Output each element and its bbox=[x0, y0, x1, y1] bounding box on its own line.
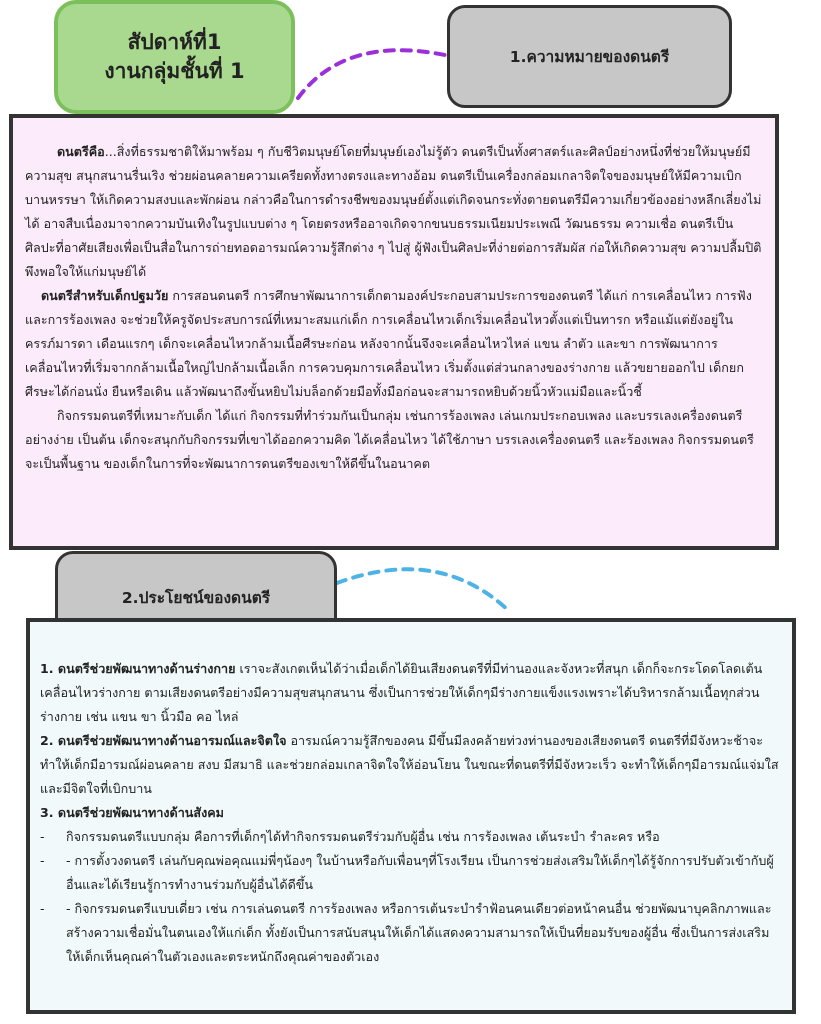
benefit-social bbox=[40, 801, 782, 825]
benefit-social-heading: 3. ดนตรีช่วยพัฒนาทางด้านสังคม bbox=[40, 805, 224, 820]
bullet-text: กิจกรรมดนตรีแบบกลุ่ม คือการที่เด็กๆได้ทำกิจกรรมดนตรีร่วมกับผู้อื่น เช่น การร้องเพลง เต้นระบำ รำละคร หรือ bbox=[66, 829, 660, 844]
section2-title: 2.ประโยชน์ของดนตรี bbox=[121, 589, 271, 607]
purple-dashed-connector bbox=[298, 50, 445, 98]
early-childhood-text: การสอนดนตรี การศึกษาพัฒนาการเด็กตามองค์ประกอบสามประการของดนตรี ได้แก่ การเคลื่อนไหว การฟัง และการร้องเพลง จะช่วยให้ครูจัดประสบการณ์ที่เหมาะสมแก่เด็ก การเคลื่อนไหวเด็กเริ่มเคลื่อนไหวตั้งแต่เป็นทารก หรือแม้แต่ยังอยู่ในครรภ์มารดา เดือนแรกๆ เด็กจะเคลื่อนไหวกล้ามเนื้อศีรษะก่อน หลังจากนั้นจึงจะเคลื่อนไหวไหล่ แขน ลำตัว และขา การพัฒนาการเคลื่อนไหวที่เริ่มจากกล้ามเนื้อใหญ่ไปกล้ามเนื้อเล็ก การควบคุมการเคลื่อนไหว เริ่มตั้งแต่ส่วนกลางของร่างกาย แล้วขยายออกไป เด็กยกศีรษะได้ก่อนนั่ง ยืนหรือเดิน แล้วพัฒนาถึงขั้นหยิบไม่บล็อกด้วยมือทั้งมือก่อนจะสามารถหยิบด้วยนิ้วหัวแม่มือและนิ้วชี้ bbox=[25, 288, 752, 399]
meaning-term: ดนตรีคือ bbox=[57, 144, 105, 159]
group-label: งานกลุ่มชั้นที่ 1 bbox=[104, 59, 245, 83]
list-item bbox=[40, 849, 782, 897]
bullet-text: - การตั้งวงดนตรี เล่นกับคุณพ่อคุณแม่พี่ๆน้องๆ ในบ้านหรือกับเพื่อนๆที่โรงเรียน เป็นการช่วยส่งเสริมให้เด็กๆได้รู้จักการปรับตัวเข้ากับผู้อื่นและได้เรียนรู้การทำงานร่วมกับผู้อื่นได้ดีขึ้น bbox=[66, 853, 774, 892]
benefit-physical bbox=[40, 657, 782, 729]
list-item bbox=[40, 825, 782, 849]
bullet-dash: - bbox=[40, 853, 45, 868]
benefit-emotional-heading: 2. ดนตรีช่วยพัฒนาทางด้านอารมณ์และจิตใจ bbox=[40, 733, 287, 748]
activities-paragraph: กิจกรรมดนตรีที่เหมาะกับเด็ก ได้แก่ กิจกรรมที่ทำร่วมกันเป็นกลุ่ม เช่นการร้องเพลง เล่นเกมประกอบเพลง และบรรเลงเครื่องดนตรีอย่างง่าย เป็นต้น เด็กจะสนุกกับกิจกรรมที่เขาได้ออกความคิด ได้เคลื่อนไหว ได้ใช้ภาษา บรรเลงเครื่องดนตรี และร้องเพลง กิจกรรมดนตรีจะเป็นพื้นฐาน ของเด็กในการที่จะพัฒนาการดนตรีของเขาให้ดีขึ้นในอนาคต bbox=[25, 408, 754, 471]
week-label: สัปดาห์ที่1 bbox=[127, 29, 222, 54]
bullet-dash: - bbox=[40, 901, 45, 916]
music-benefits-panel bbox=[26, 618, 796, 1014]
bullet-text: - กิจกรรมดนตรีแบบเดี่ยว เช่น การเล่นดนตรี การร้องเพลง หรือการเต้นระบำรำฟ้อนคนเดียวต่อหน้าคนอื่น ช่วยพัฒนาบุคลิกภาพและสร้างความเชื่อมั่นในตนเองให้แก่เด็ก ทั้งยังเป็นการสนับสนุนให้เด็กได้แสดงความสามารถให้เป็นที่ยอมรับของผู้อื่น ซึ่งเป็นการส่งเสริมให้เด็กเห็นคุณค่าในตัวเองและตระหนักถึงคุณค่าของตัวเอง bbox=[66, 901, 772, 964]
section1-title-pill bbox=[447, 5, 732, 108]
bullet-dash: - bbox=[40, 829, 45, 844]
benefit-physical-text: เราจะสังเกตเห็นได้ว่าเมื่อเด็กได้ยินเสียงดนตรีที่มีท่านองและจังหวะที่สนุก เด็กก็จะกระโดดโลดเต้น เคลื่อนไหวร่างกาย ตามเสียงดนตรีอย่างมีความสุขสนุกสนาน ซึ่งเป็นการช่วยให้เด็กๆมีร่างกายแข็งแรงเพราะได้บริหารกล้ามเนื้อทุกส่วนร่างกาย เช่น แขน ขา นิ้วมือ คอ ไหล่ bbox=[40, 661, 763, 724]
benefit-emotional-text: อารมณ์ความรู้สึกของคน มีขึ้นมีลงคล้ายท่วงท่านองของเสียงดนตรี ดนตรีที่มีจังหวะช้าจะทำให้เด็กมีอารมณ์ผ่อนคลาย สงบ มีสมาธิ และช่วยกล่อมเกลาจิตใจให้อ่อนโยน ในขณะที่ดนตรีที่มีจังหวะเร็ว จะทำให้เด็กๆมีอารมณ์แจ่มใส และมีจิตใจที่เบิกบาน bbox=[40, 733, 779, 796]
blue-dashed-connector bbox=[337, 569, 510, 612]
benefit-emotional bbox=[40, 729, 782, 801]
early-childhood-term: ดนตรีสำหรับเด็กปฐมวัย bbox=[41, 288, 169, 303]
meaning-text: ...สิ่งที่ธรรมชาติให้มาพร้อม ๆ กับชีวิตมนุษย์โดยที่มนุษย์เองไม่รู้ตัว ดนตรีเป็นทั้งศาสตร์และศิลป์อย่างหนึ่งที่ช่วยให้มนุษย์มีความสุข สนุกสนานรื่นเริง ช่วยผ่อนคลายความเครียดทั้งทางตรงและทางอ้อม ดนตรีเป็นเครื่องกล่อมเกลาจิตใจของมนุษย์ให้มีความเบิกบานหรรษา ให้เกิดความสงบและพักผ่อน กล่าวคือในการดำรงชีพของมนุษย์ตั้งแต่เกิดจนกระทั่งตายดนตรีมีความเกี่ยวข้องอย่างหลีกเลี่ยงไม่ได้ อาจสืบเนื่องมาจากความบันเทิงในรูปแบบต่าง ๆ โดยตรงหรืออาจเกิดจากขนบธรรมเนียมประเพณี วัฒนธรรม ความเชื่อ ดนตรีเป็นศิลปะที่อาศัยเสียงเพื่อเป็นสื่อในการถ่ายทอดอารมณ์ความรู้สึกต่าง ๆ ไปสู่ ผู้ฟังเป็นศิลปะที่ง่ายต่อการสัมผัส ก่อให้เกิดความสุข ความปลื้มปิติพึงพอใจให้แก่มนุษย์ได้ bbox=[25, 144, 762, 279]
music-meaning-panel bbox=[9, 114, 779, 550]
section1-title: 1.ความหมายของดนตรี bbox=[509, 48, 670, 66]
week-title-box bbox=[54, 0, 295, 114]
list-item bbox=[40, 897, 782, 969]
early-childhood-paragraph bbox=[25, 284, 763, 404]
benefit-physical-heading: 1. ดนตรีช่วยพัฒนาทางด้านร่างกาย bbox=[40, 661, 236, 676]
meaning-paragraph bbox=[25, 140, 763, 284]
